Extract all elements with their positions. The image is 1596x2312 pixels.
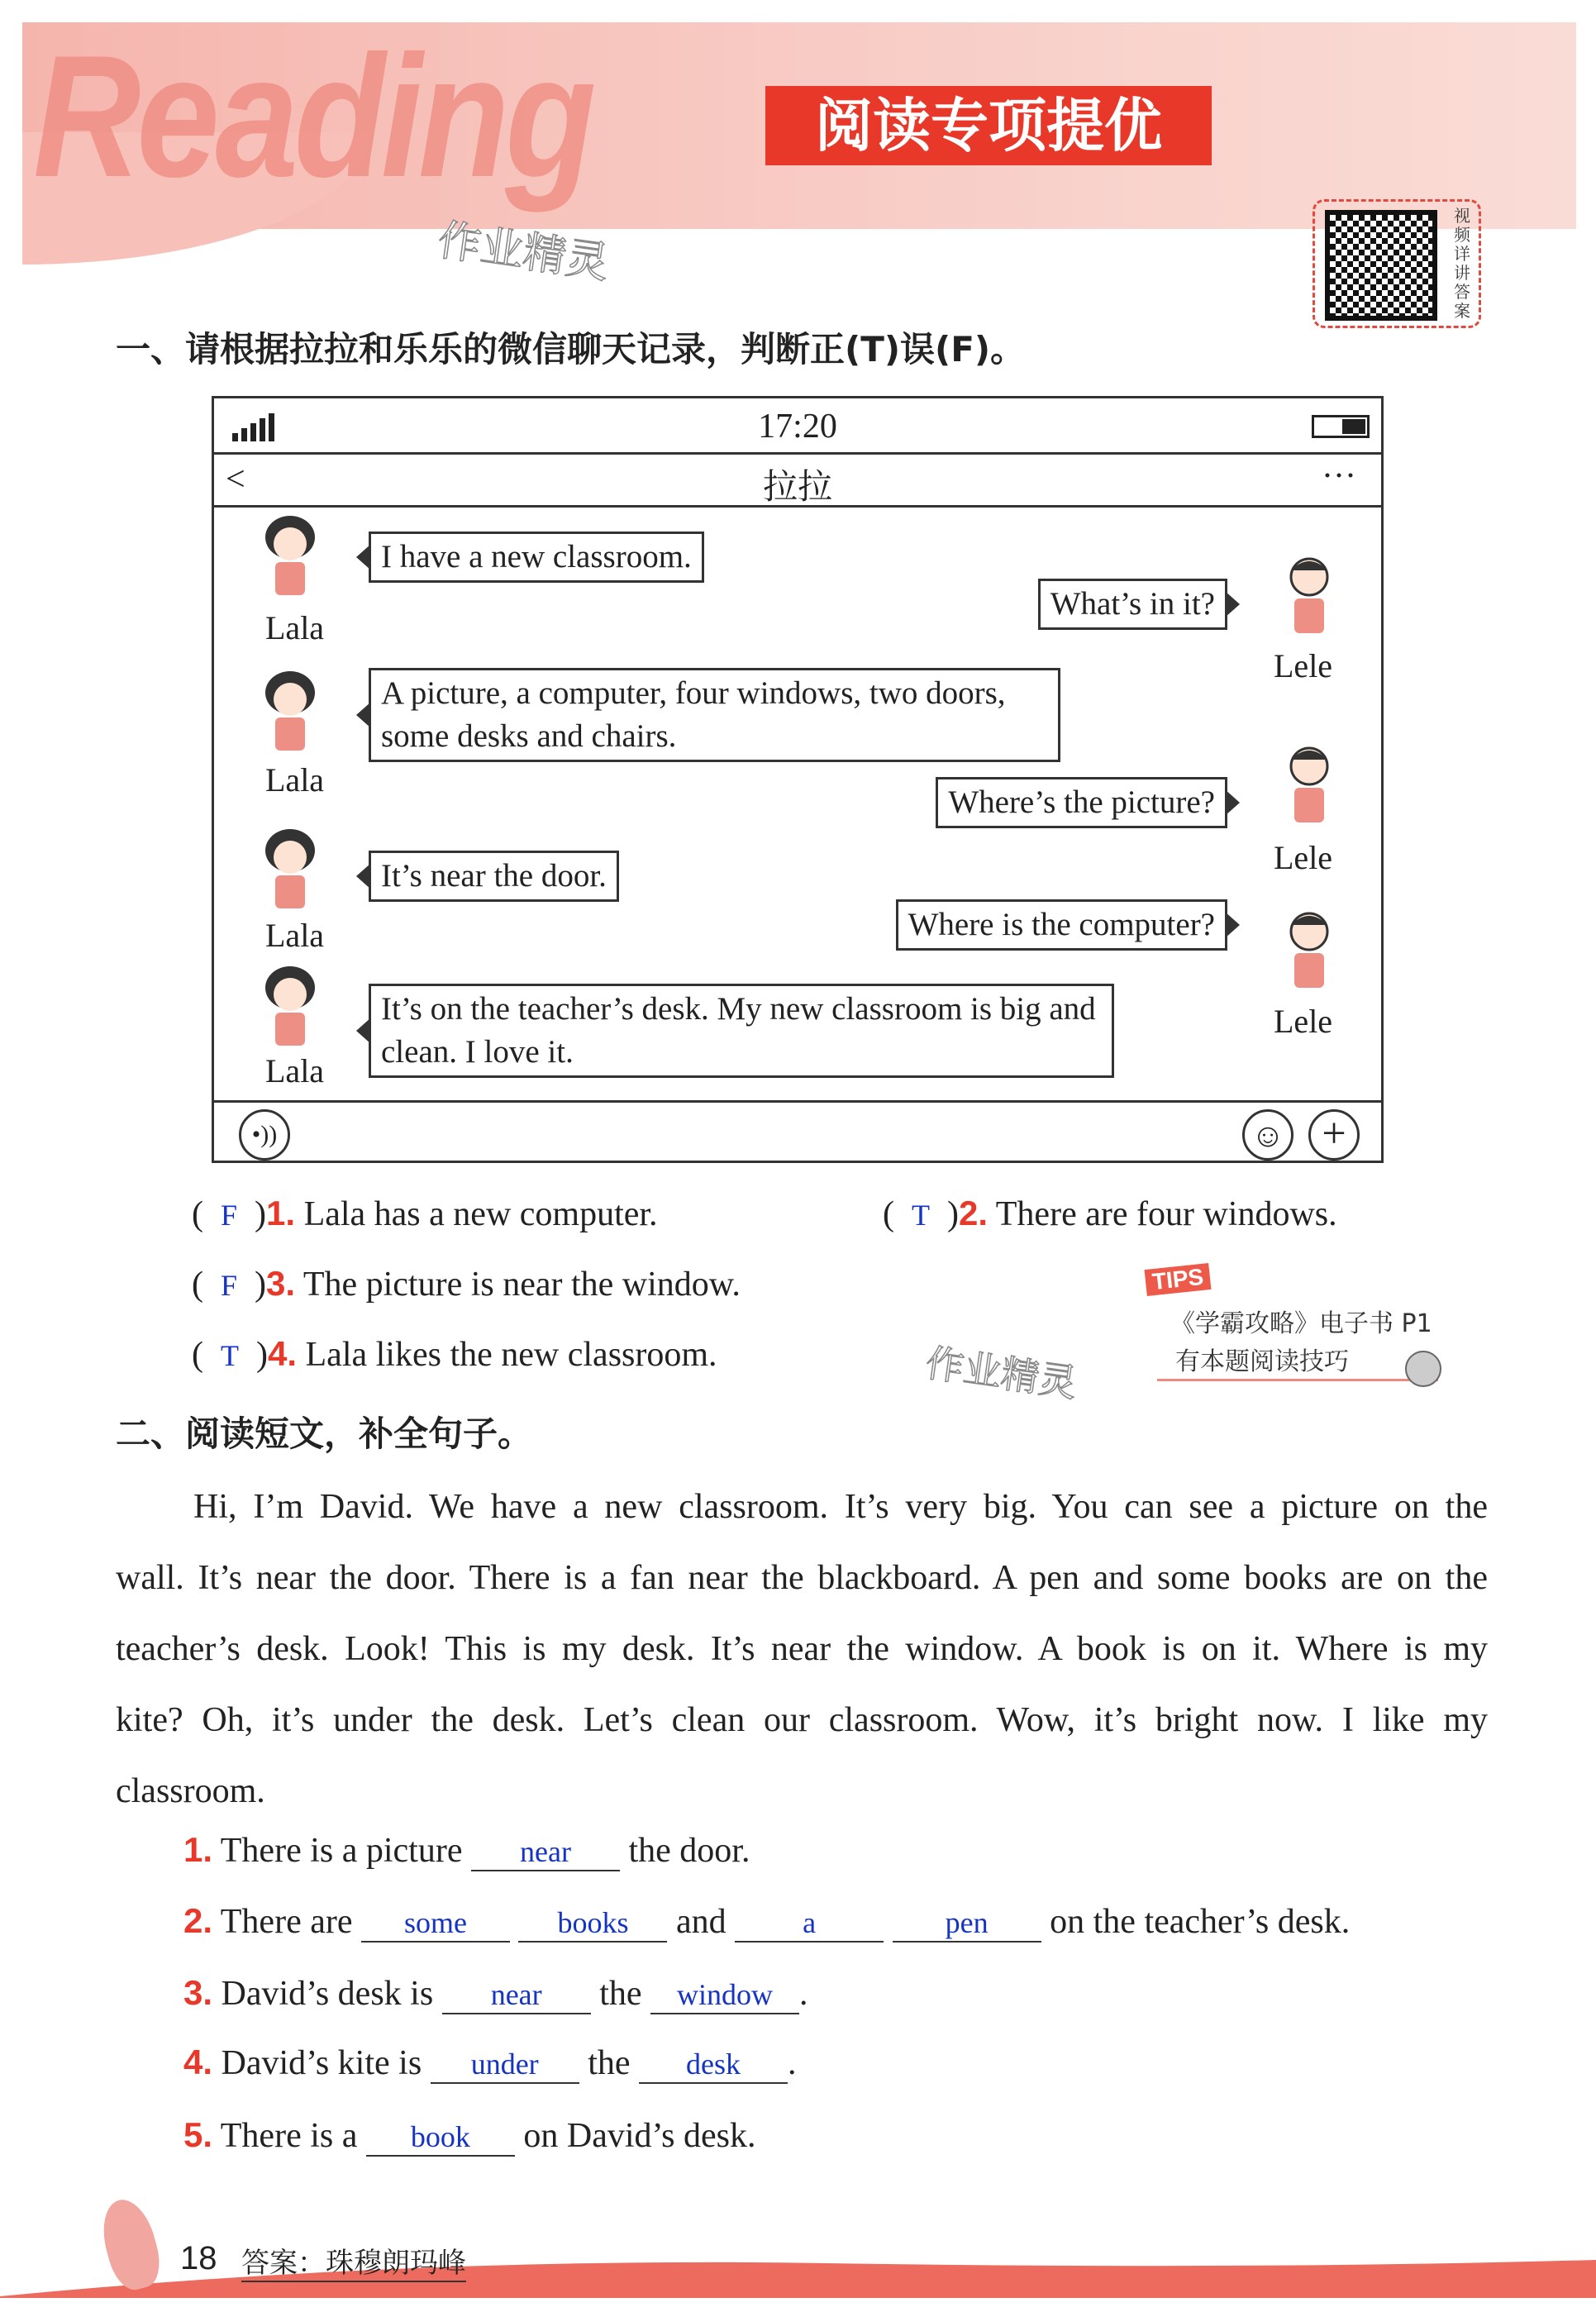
speaker-name: Lala xyxy=(265,917,325,954)
chat-bubble: What’s in it? xyxy=(1038,579,1227,630)
answer[interactable]: F xyxy=(221,1269,238,1302)
section-tag: 阅读专项提优 xyxy=(765,86,1212,165)
footer xyxy=(0,2232,1596,2298)
question-4: ( T )4. Lala likes the new classroom. xyxy=(192,1334,717,1374)
chat-bubble: It’s near the door. xyxy=(369,851,619,902)
fill-item-3: 3. David’s desk is near the window . xyxy=(183,1973,808,2013)
lala-avatar xyxy=(257,963,323,1054)
qr-label: 视频详讲答案 xyxy=(1454,206,1470,321)
reading-title: Reading xyxy=(33,19,593,213)
question-1: ( F )1. Lala has a new computer. xyxy=(192,1194,658,1233)
answer-blank[interactable]: desk xyxy=(639,2046,788,2084)
input-bar xyxy=(214,1100,1381,1163)
clock: 17:20 xyxy=(758,408,837,446)
emoji-icon[interactable]: ☺ xyxy=(1242,1109,1293,1161)
tips-box xyxy=(1141,1265,1455,1389)
back-button[interactable]: < xyxy=(226,460,245,498)
qr-code-icon[interactable] xyxy=(1325,210,1437,321)
answer-blank[interactable]: a xyxy=(735,1904,884,1943)
answer-blank[interactable]: window xyxy=(650,1976,799,2014)
footer-wave xyxy=(0,2232,1596,2298)
lala-avatar xyxy=(257,668,323,759)
chat-bubble: It’s on the teacher’s desk. My new classroom is big and clean. I love it. xyxy=(369,984,1114,1078)
lala-avatar xyxy=(257,512,323,603)
page-number: 18 xyxy=(180,2240,217,2276)
tips-line1: 《学霸攻略》电子书 P1 xyxy=(1170,1309,1432,1338)
speaker-name: Lele xyxy=(1274,647,1333,684)
question-3: ( F )3. The picture is near the window. xyxy=(192,1264,741,1304)
speaker-name: Lele xyxy=(1274,839,1333,876)
tips-badge: TIPS xyxy=(1145,1263,1212,1296)
answer[interactable]: T xyxy=(221,1339,239,1372)
answer-blank[interactable]: under xyxy=(431,2046,579,2084)
answer-blank[interactable]: some xyxy=(361,1904,510,1943)
duck-icon xyxy=(1405,1351,1441,1387)
lele-avatar xyxy=(1276,552,1342,643)
chat-titlebar xyxy=(214,455,1381,508)
speaker-name: Lala xyxy=(265,761,325,798)
watermark: 作业精灵 xyxy=(922,1340,1080,1406)
speaker-name: Lele xyxy=(1274,1003,1333,1040)
plus-icon[interactable]: + xyxy=(1308,1109,1360,1161)
question-2: ( T )2. There are four windows. xyxy=(883,1194,1337,1233)
more-button[interactable]: ··· xyxy=(1322,457,1356,495)
section2-title: 二、阅读短文，补全句子。 xyxy=(116,1413,533,1454)
chat-bubble: I have a new classroom. xyxy=(369,532,704,583)
fill-item-2: 2. There are some books and a pen on the teacher’s desk. xyxy=(183,1901,1351,1941)
answer[interactable]: F xyxy=(221,1199,238,1232)
fill-item-4: 4. David’s kite is under the desk . xyxy=(183,2043,797,2082)
chat-title: 拉拉 xyxy=(762,466,832,507)
answer-blank[interactable]: books xyxy=(518,1904,667,1943)
answer-blank[interactable]: pen xyxy=(893,1904,1041,1943)
qr-code-box[interactable] xyxy=(1313,199,1481,328)
chat-bubble: Where is the computer? xyxy=(896,899,1227,951)
speaker-name: Lala xyxy=(265,1052,325,1089)
answer[interactable]: T xyxy=(912,1199,930,1232)
voice-icon[interactable]: •)) xyxy=(239,1109,290,1161)
section1-title: 一、请根据拉拉和乐乐的微信聊天记录，判断正(T)误(F)。 xyxy=(116,329,1026,369)
answer-blank[interactable]: book xyxy=(366,2119,515,2157)
chat-bubble: A picture, a computer, four windows, two doors, some desks and chairs. xyxy=(369,668,1060,762)
fill-item-5: 5. There is a book on David’s desk. xyxy=(183,2115,756,2155)
lala-avatar xyxy=(257,826,323,917)
lele-avatar xyxy=(1276,741,1342,832)
speaker-name: Lala xyxy=(265,609,325,646)
tips-line2: 有本题阅读技巧 xyxy=(1175,1347,1349,1376)
phone-chat xyxy=(212,396,1384,1163)
status-bar xyxy=(214,398,1381,455)
passage: Hi, I’m David. We have a new classroom. It’s very big. You can see a picture on the wall. It’s near the door. There is a fan near the blackboard. A pen and some books are on the teacher’s desk. Look! This is my desk. It’s near the window. A book is on it. Where is my kite? Oh, it’s under the desk. Let’s clean our classroom. Wow, it’s bright now. I like my classroom. xyxy=(116,1488,1488,1810)
tips-underline xyxy=(1157,1379,1438,1381)
fill-item-1: 1. There is a picture near the door. xyxy=(183,1830,750,1870)
battery-icon xyxy=(1312,415,1370,438)
chat-bubble: Where’s the picture? xyxy=(936,777,1227,828)
answer-blank[interactable]: near xyxy=(471,1833,620,1871)
watermark: 作业精灵 xyxy=(435,215,612,289)
footer-answer: 答案：珠穆朗玛峰 xyxy=(241,2240,466,2282)
lele-avatar xyxy=(1276,907,1342,998)
answer-blank[interactable]: near xyxy=(442,1976,591,2014)
